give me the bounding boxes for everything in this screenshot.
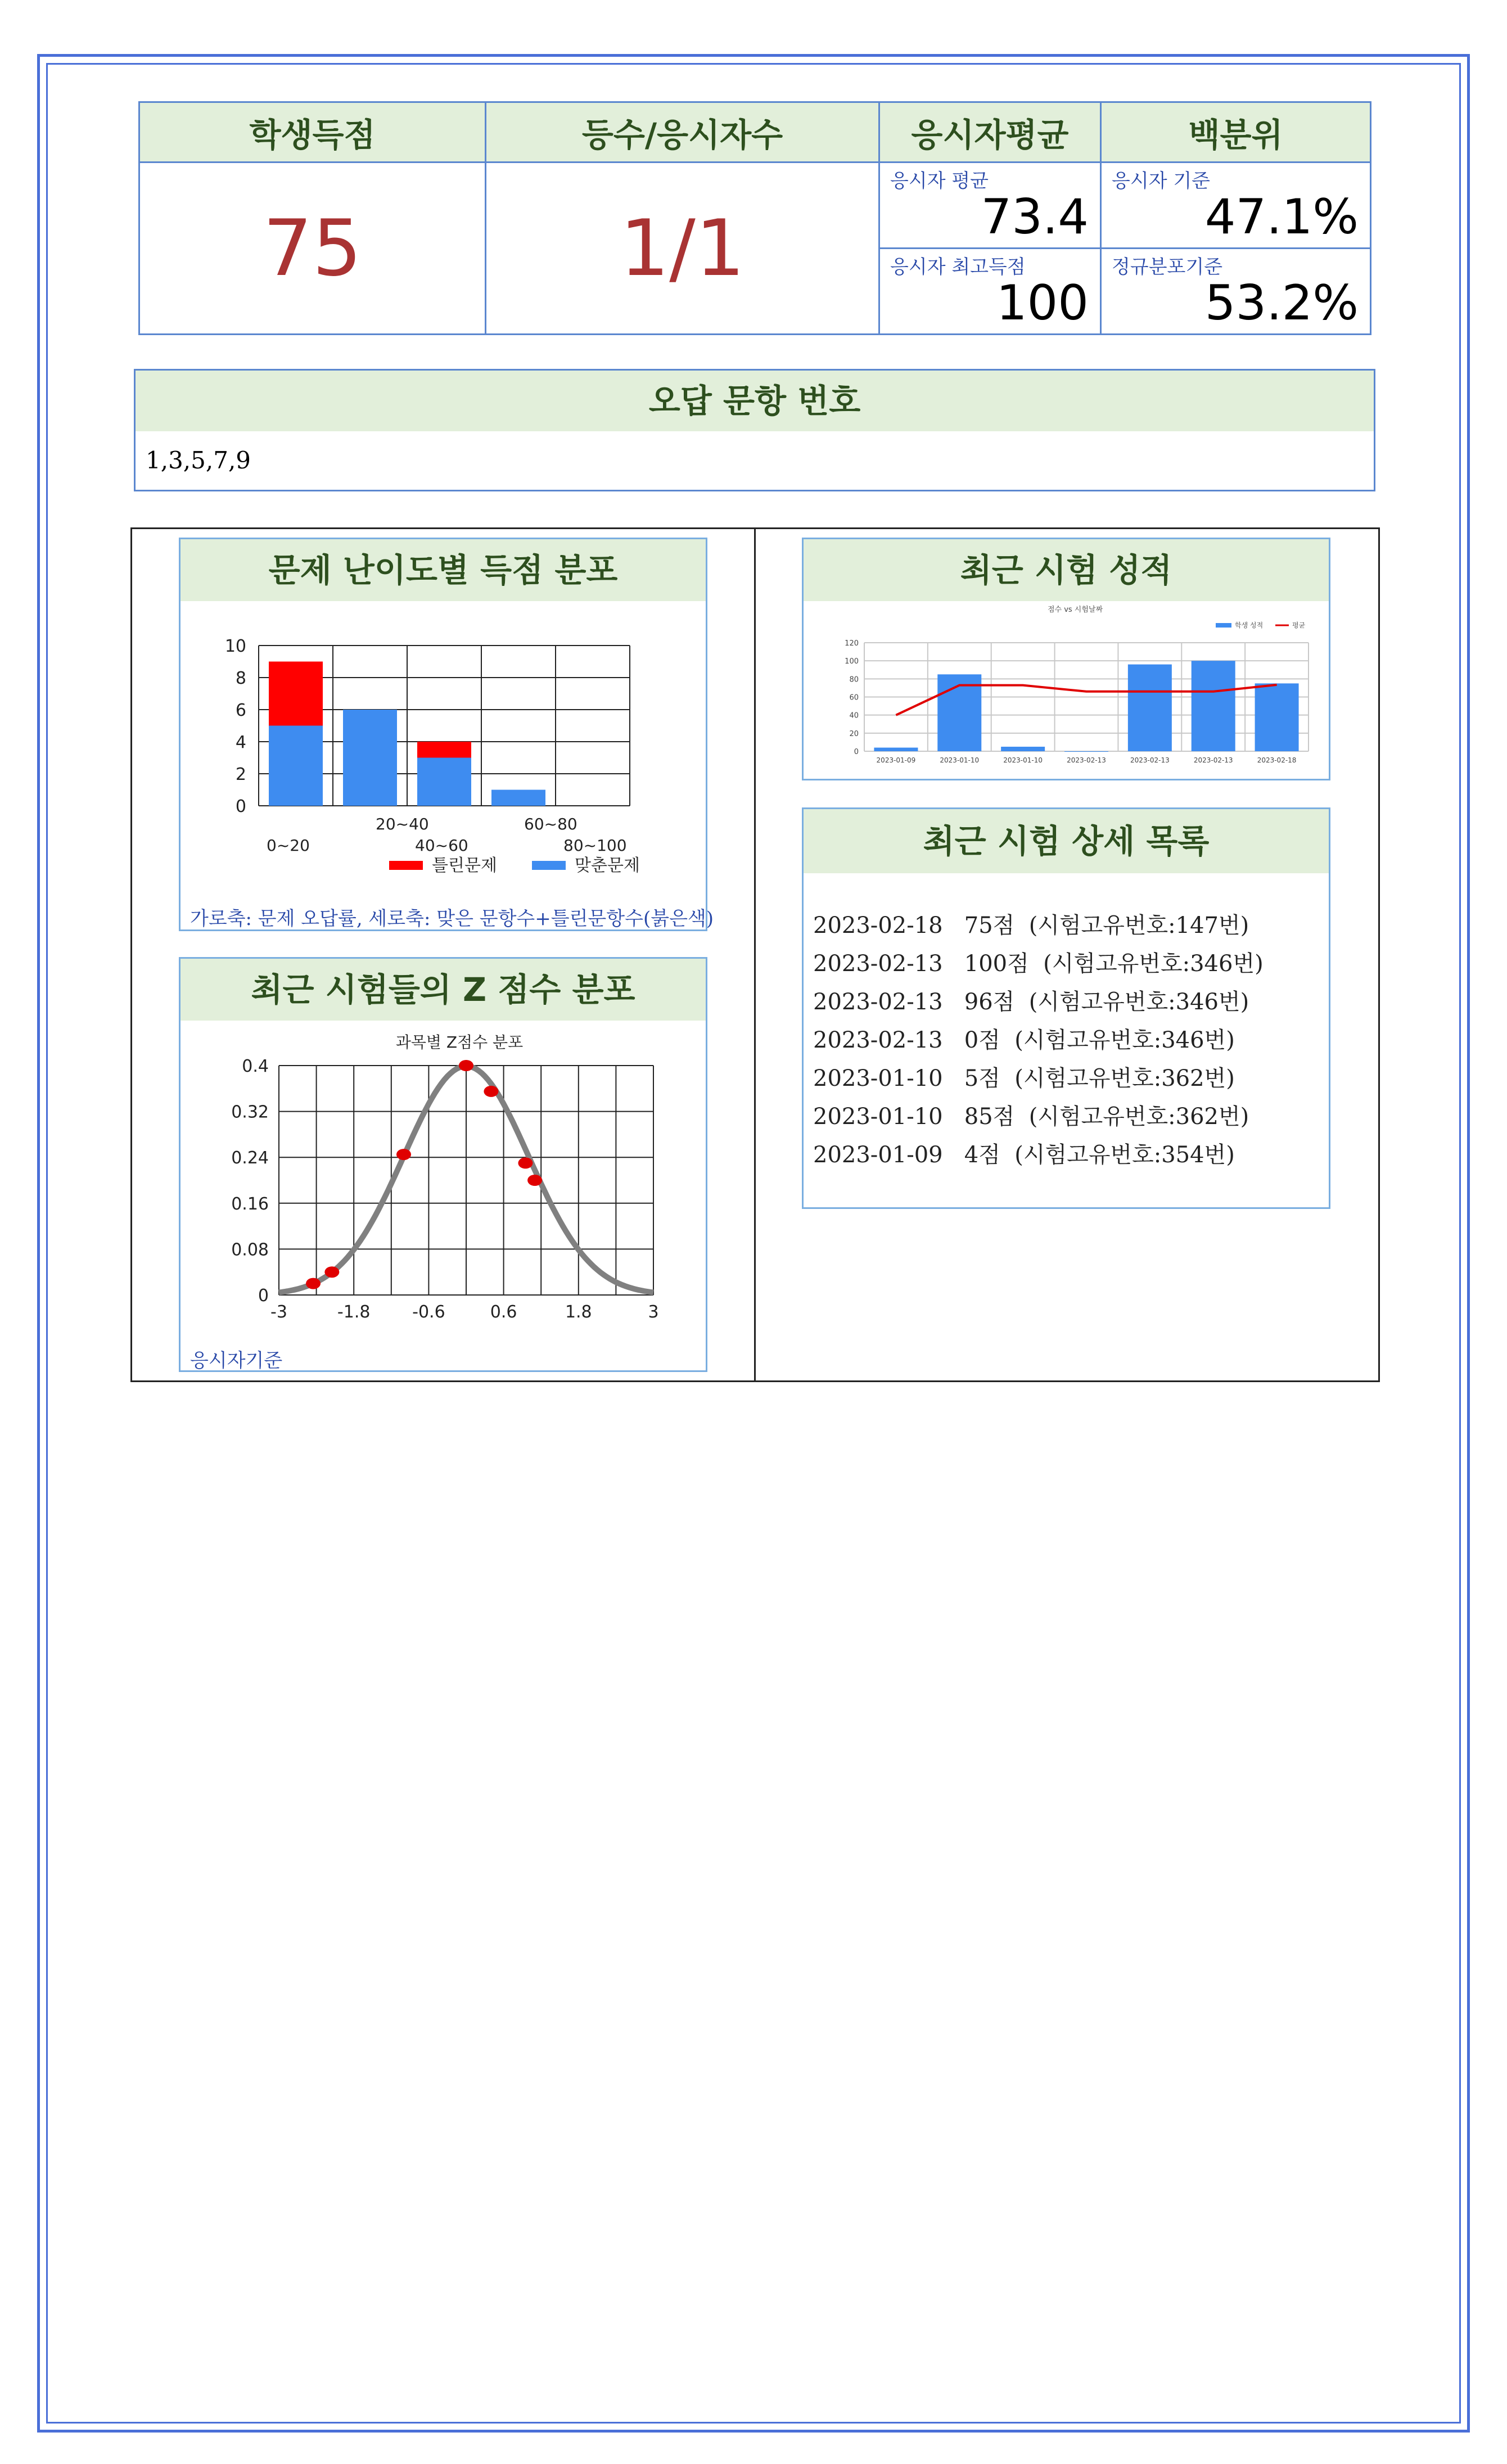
score-bar bbox=[1064, 751, 1108, 752]
data-point bbox=[306, 1278, 321, 1289]
percentile-cell bbox=[1101, 163, 1371, 249]
y-tick-label: 120 bbox=[845, 639, 859, 648]
chart-title: 점수 vs 시험날짜 bbox=[1047, 606, 1103, 614]
wrong-answers-title: 오답 문항 번호 bbox=[136, 371, 1374, 431]
y-tick-label: 8 bbox=[235, 669, 246, 688]
average-cell bbox=[879, 163, 1101, 249]
y-tick-label: 40 bbox=[849, 711, 859, 720]
x-tick-label: 1.8 bbox=[565, 1302, 592, 1322]
legend-swatch bbox=[1216, 623, 1231, 628]
data-point bbox=[518, 1157, 533, 1168]
max-score-value: 100 bbox=[996, 275, 1089, 331]
grid-divider bbox=[754, 527, 756, 1382]
student-score-value: 75 bbox=[139, 163, 486, 335]
difficulty-chart bbox=[202, 619, 697, 888]
x-tick-label: -0.6 bbox=[412, 1302, 445, 1322]
header-percentile: 백분위 bbox=[1101, 102, 1371, 163]
legend-label: 평균 bbox=[1292, 621, 1306, 629]
x-tick-label: 2023-02-13 bbox=[1130, 756, 1170, 764]
y-tick-label: 60 bbox=[849, 693, 859, 702]
bar-segment bbox=[417, 758, 471, 806]
x-tick-label: 2023-01-09 bbox=[876, 756, 916, 764]
legend-label: 맞춘문제 bbox=[575, 856, 640, 876]
y-tick-label: 0.24 bbox=[231, 1148, 269, 1168]
bar-segment bbox=[269, 726, 323, 806]
detail-list-item: 2023-01-09 4점 (시험고유번호:354번) bbox=[813, 1142, 1235, 1168]
x-tick-label: 2023-02-13 bbox=[1067, 756, 1106, 764]
y-tick-label: 0 bbox=[258, 1286, 269, 1306]
recent-scores-title: 최근 시험 성적 bbox=[804, 539, 1329, 601]
bar-segment bbox=[269, 662, 323, 726]
data-point bbox=[459, 1060, 473, 1071]
header-average: 응시자평균 bbox=[879, 102, 1101, 163]
y-tick-label: 0 bbox=[235, 797, 246, 816]
detail-list-item: 2023-02-13 96점 (시험고유번호:346번) bbox=[813, 989, 1249, 1015]
bar-segment bbox=[491, 790, 545, 806]
data-point bbox=[396, 1149, 411, 1160]
x-tick-label: 2023-02-18 bbox=[1257, 756, 1297, 764]
percentile-label: 응시자 기준 bbox=[1112, 170, 1211, 192]
score-bar bbox=[1255, 683, 1299, 751]
detail-list-item: 2023-02-18 75점 (시험고유번호:147번) bbox=[813, 913, 1249, 938]
detail-list-item: 2023-01-10 85점 (시험고유번호:362번) bbox=[813, 1104, 1249, 1130]
x-tick-label: 2023-02-13 bbox=[1193, 756, 1233, 764]
rank-value: 1/1 bbox=[486, 163, 879, 335]
normal-percentile-value: 53.2% bbox=[1204, 275, 1359, 331]
score-bar bbox=[1192, 661, 1235, 751]
legend-label: 틀린문제 bbox=[432, 856, 497, 876]
x-tick-label: -3 bbox=[270, 1302, 287, 1322]
data-point bbox=[484, 1086, 498, 1097]
max-score-label: 응시자 최고득점 bbox=[890, 256, 1026, 278]
x-tick-label: 80~100 bbox=[563, 836, 627, 855]
score-bar bbox=[1001, 747, 1045, 751]
y-tick-label: 6 bbox=[235, 701, 246, 720]
y-tick-label: 2 bbox=[235, 765, 246, 784]
bar-segment bbox=[343, 710, 397, 806]
zscore-panel-title: 최근 시험들의 Z 점수 분포 bbox=[181, 959, 706, 1021]
y-tick-label: 80 bbox=[849, 675, 859, 684]
detail-list-item: 2023-02-13 0점 (시험고유번호:346번) bbox=[813, 1027, 1235, 1053]
chart-title: 과목별 Z점수 분포 bbox=[395, 1033, 524, 1052]
zscore-chart bbox=[214, 1021, 680, 1324]
percentile-value: 47.1% bbox=[1204, 189, 1359, 245]
bar-segment bbox=[417, 742, 471, 758]
x-tick-label: 0~20 bbox=[267, 836, 310, 855]
legend-swatch bbox=[532, 861, 566, 870]
difficulty-panel-title: 문제 난이도별 득점 분포 bbox=[181, 539, 706, 601]
wrong-answers-value: 1,3,5,7,9 bbox=[146, 446, 251, 474]
score-bar bbox=[1128, 665, 1172, 751]
y-tick-label: 0.4 bbox=[242, 1057, 269, 1076]
y-tick-label: 0.16 bbox=[231, 1194, 269, 1214]
x-tick-label: 3 bbox=[648, 1302, 659, 1322]
difficulty-caption: 가로축: 문제 오답률, 세로축: 맞은 문항수+틀린문항수(붉은색) bbox=[190, 908, 714, 930]
score-bar bbox=[874, 748, 918, 751]
zscore-caption: 응시자기준 bbox=[190, 1350, 283, 1372]
detail-list-item: 2023-02-13 100점 (시험고유번호:346번) bbox=[813, 951, 1264, 977]
legend-swatch bbox=[389, 861, 423, 870]
x-tick-label: 60~80 bbox=[524, 815, 577, 833]
detail-list-title: 최근 시험 상세 목록 bbox=[804, 809, 1329, 873]
normal-percentile-label: 정규분포기준 bbox=[1112, 256, 1223, 278]
detail-list-item: 2023-01-10 5점 (시험고유번호:362번) bbox=[813, 1066, 1235, 1091]
header-student-score: 학생득점 bbox=[139, 102, 486, 163]
data-point bbox=[527, 1175, 542, 1186]
y-tick-label: 10 bbox=[224, 637, 246, 656]
x-tick-label: 2023-01-10 bbox=[1003, 756, 1043, 764]
x-tick-label: 40~60 bbox=[415, 836, 468, 855]
recent-scores-chart bbox=[811, 602, 1323, 770]
average-value: 73.4 bbox=[981, 189, 1089, 245]
wrong-answers-box bbox=[134, 369, 1375, 491]
x-tick-label: 0.6 bbox=[490, 1302, 517, 1322]
max-score-cell bbox=[879, 249, 1101, 335]
legend-label: 학생 성적 bbox=[1235, 621, 1264, 629]
data-point bbox=[324, 1266, 339, 1278]
x-tick-label: 20~40 bbox=[376, 815, 429, 833]
x-tick-label: 2023-01-10 bbox=[940, 756, 980, 764]
x-tick-label: -1.8 bbox=[337, 1302, 371, 1322]
y-tick-label: 0.08 bbox=[231, 1240, 269, 1260]
y-tick-label: 4 bbox=[235, 733, 246, 752]
average-label: 응시자 평균 bbox=[890, 170, 989, 192]
score-table bbox=[138, 101, 1371, 335]
normal-percentile-cell bbox=[1101, 249, 1371, 335]
header-rank: 등수/응시자수 bbox=[486, 102, 879, 163]
y-tick-label: 20 bbox=[849, 729, 859, 738]
y-tick-label: 0 bbox=[854, 748, 859, 756]
y-tick-label: 0.32 bbox=[231, 1102, 269, 1122]
y-tick-label: 100 bbox=[845, 657, 859, 666]
